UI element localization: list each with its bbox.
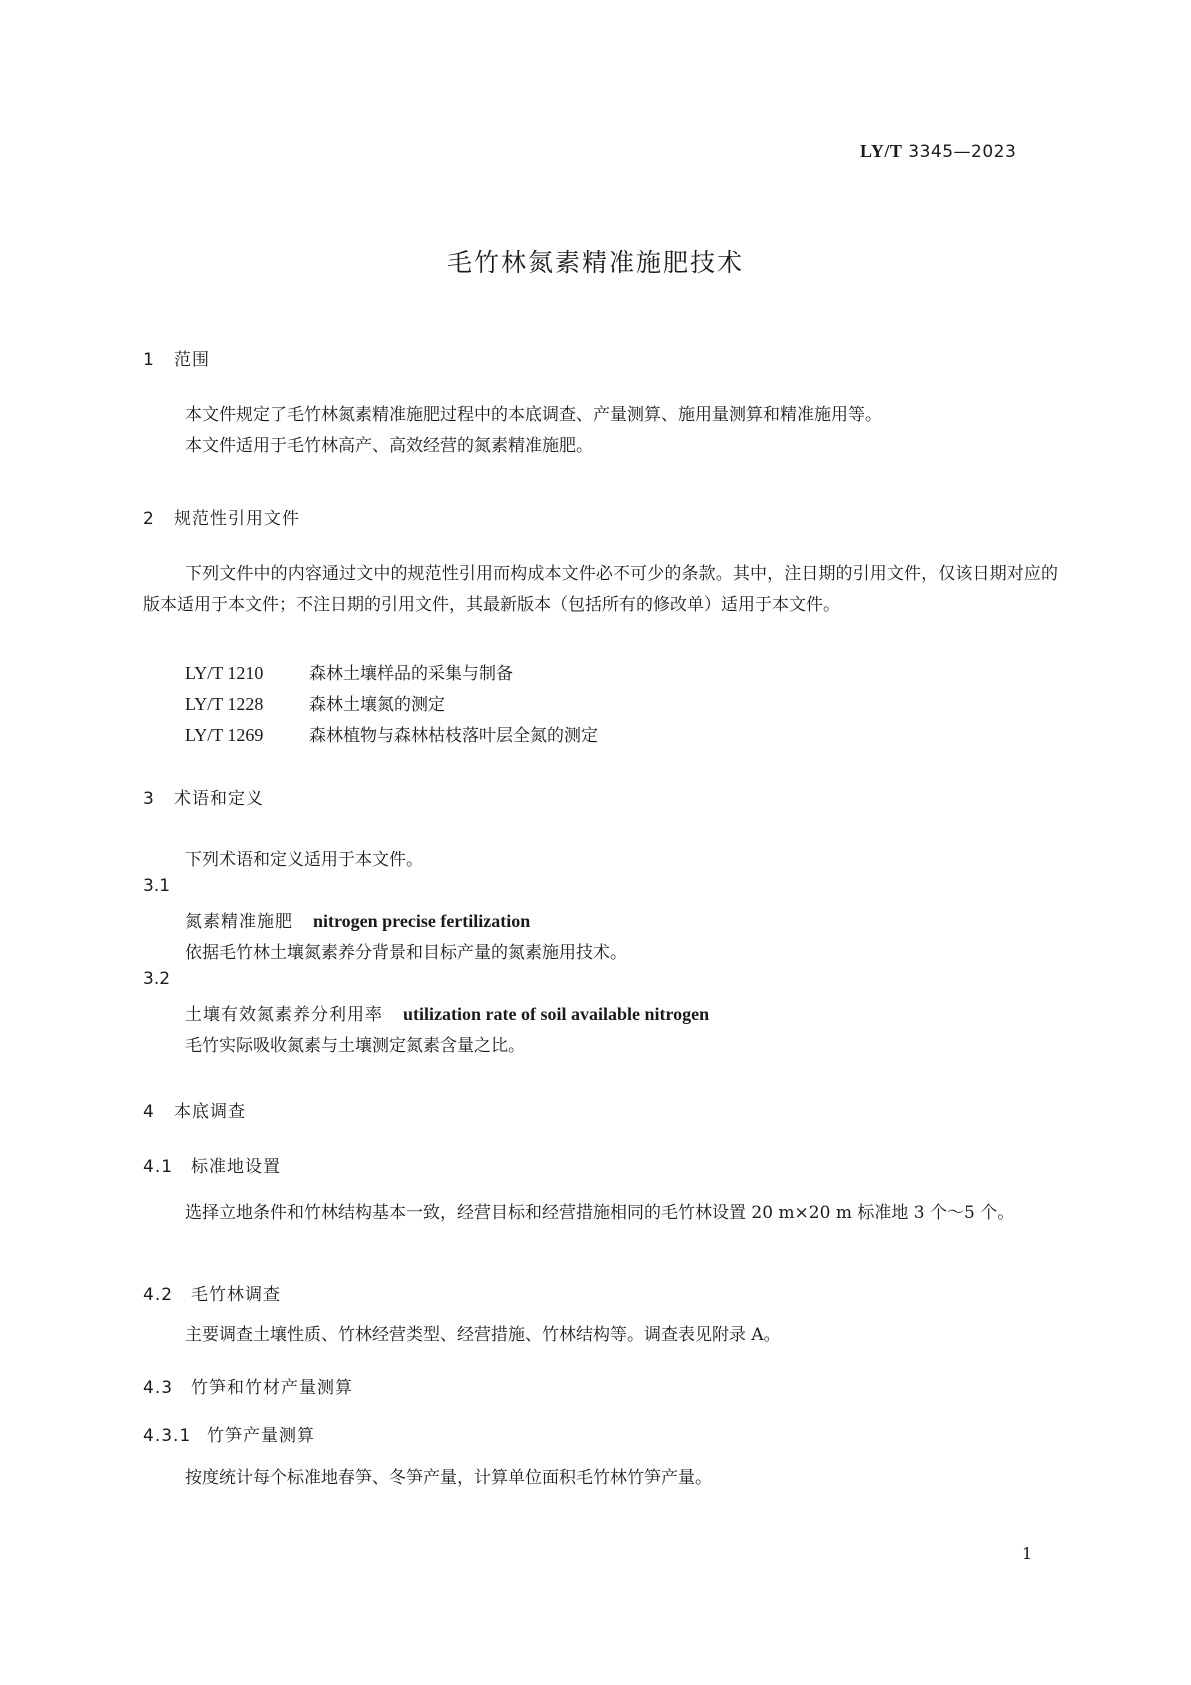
section-number: 3 xyxy=(143,789,155,809)
section-title: 标准地设置 xyxy=(191,1157,281,1177)
term-zh: 土壤有效氮素养分利用率 xyxy=(185,1005,383,1025)
section-2-heading xyxy=(143,504,300,529)
section-1-para-1: 本文件规定了毛竹林氮素精准施肥过程中的本底调查、产量测算、施用量测算和精准施用等。 xyxy=(185,405,882,425)
section-3-intro: 下列术语和定义适用于本文件。 xyxy=(185,850,423,870)
subsection-4-2-heading xyxy=(143,1280,281,1305)
subsection-4-3-1-heading xyxy=(143,1421,315,1446)
term-entry xyxy=(185,907,530,932)
term-number: 3.1 xyxy=(143,876,171,896)
reference-item xyxy=(185,721,598,746)
section-number: 4.3.1 xyxy=(143,1426,192,1446)
term-en: nitrogen precise fertilization xyxy=(313,911,531,931)
standard-number: 3345—2023 xyxy=(908,142,1017,162)
term-definition: 依据毛竹林土壤氮素养分背景和目标产量的氮素施用技术。 xyxy=(185,943,627,963)
term-zh: 氮素精准施肥 xyxy=(185,912,293,932)
reference-title: 森林土壤样品的采集与制备 xyxy=(309,664,513,684)
reference-code: LY/T 1228 xyxy=(185,694,264,714)
section-title: 毛竹林调查 xyxy=(191,1285,281,1305)
subsection-4-3-heading xyxy=(143,1373,353,1398)
standard-code xyxy=(860,141,1016,162)
section-number: 4.2 xyxy=(143,1285,174,1305)
standard-prefix: LY/T xyxy=(860,141,903,161)
section-number: 2 xyxy=(143,509,155,529)
reference-item xyxy=(185,690,445,715)
section-1-para-2: 本文件适用于毛竹林高产、高效经营的氮素精准施肥。 xyxy=(185,436,593,456)
term-definition: 毛竹实际吸收氮素与土壤测定氮素含量之比。 xyxy=(185,1036,525,1056)
reference-code: LY/T 1269 xyxy=(185,725,264,745)
section-number: 4.1 xyxy=(143,1157,174,1177)
section-title: 规范性引用文件 xyxy=(174,509,300,529)
subsection-4-1-heading xyxy=(143,1152,281,1177)
subsection-4-3-1-para: 按度统计每个标准地春笋、冬笋产量，计算单位面积毛竹林竹笋产量。 xyxy=(185,1468,712,1488)
subsection-4-1-para: 选择立地条件和竹林结构基本一致，经营目标和经营措施相同的毛竹林设置 20 m×20 m 标准地 3 个～5 个。 xyxy=(185,1203,1015,1223)
section-title: 竹笋产量测算 xyxy=(207,1426,315,1446)
term-en: utilization rate of soil available nitrogen xyxy=(403,1004,710,1024)
reference-code: LY/T 1210 xyxy=(185,663,264,683)
reference-title: 森林植物与森林枯枝落叶层全氮的测定 xyxy=(309,726,598,746)
section-number: 1 xyxy=(143,350,155,370)
subsection-4-2-para: 主要调查土壤性质、竹林经营类型、经营措施、竹林结构等。调查表见附录 A。 xyxy=(185,1325,781,1345)
term-entry xyxy=(185,1000,709,1025)
section-number: 4.3 xyxy=(143,1378,174,1398)
document-title: 毛竹林氮素精准施肥技术 xyxy=(446,248,744,277)
section-title: 竹笋和竹材产量测算 xyxy=(191,1378,353,1398)
section-4-heading xyxy=(143,1097,246,1122)
section-1-heading xyxy=(143,345,210,370)
section-title: 本底调查 xyxy=(174,1102,246,1122)
section-3-heading xyxy=(143,784,264,809)
term-number: 3.2 xyxy=(143,969,171,989)
section-title: 术语和定义 xyxy=(174,789,264,809)
reference-item xyxy=(185,659,513,684)
section-number: 4 xyxy=(143,1102,155,1122)
section-title: 范围 xyxy=(174,350,210,370)
reference-title: 森林土壤氮的测定 xyxy=(309,695,445,715)
page-number: 1 xyxy=(1022,1544,1033,1563)
section-2-para: 下列文件中的内容通过文中的规范性引用而构成本文件必不可少的条款。其中，注日期的引用文件，仅该日期对应的版本适用于本文件；不注日期的引用文件，其最新版本（包括所有的修改单）适用于本文件。 xyxy=(143,564,1058,615)
